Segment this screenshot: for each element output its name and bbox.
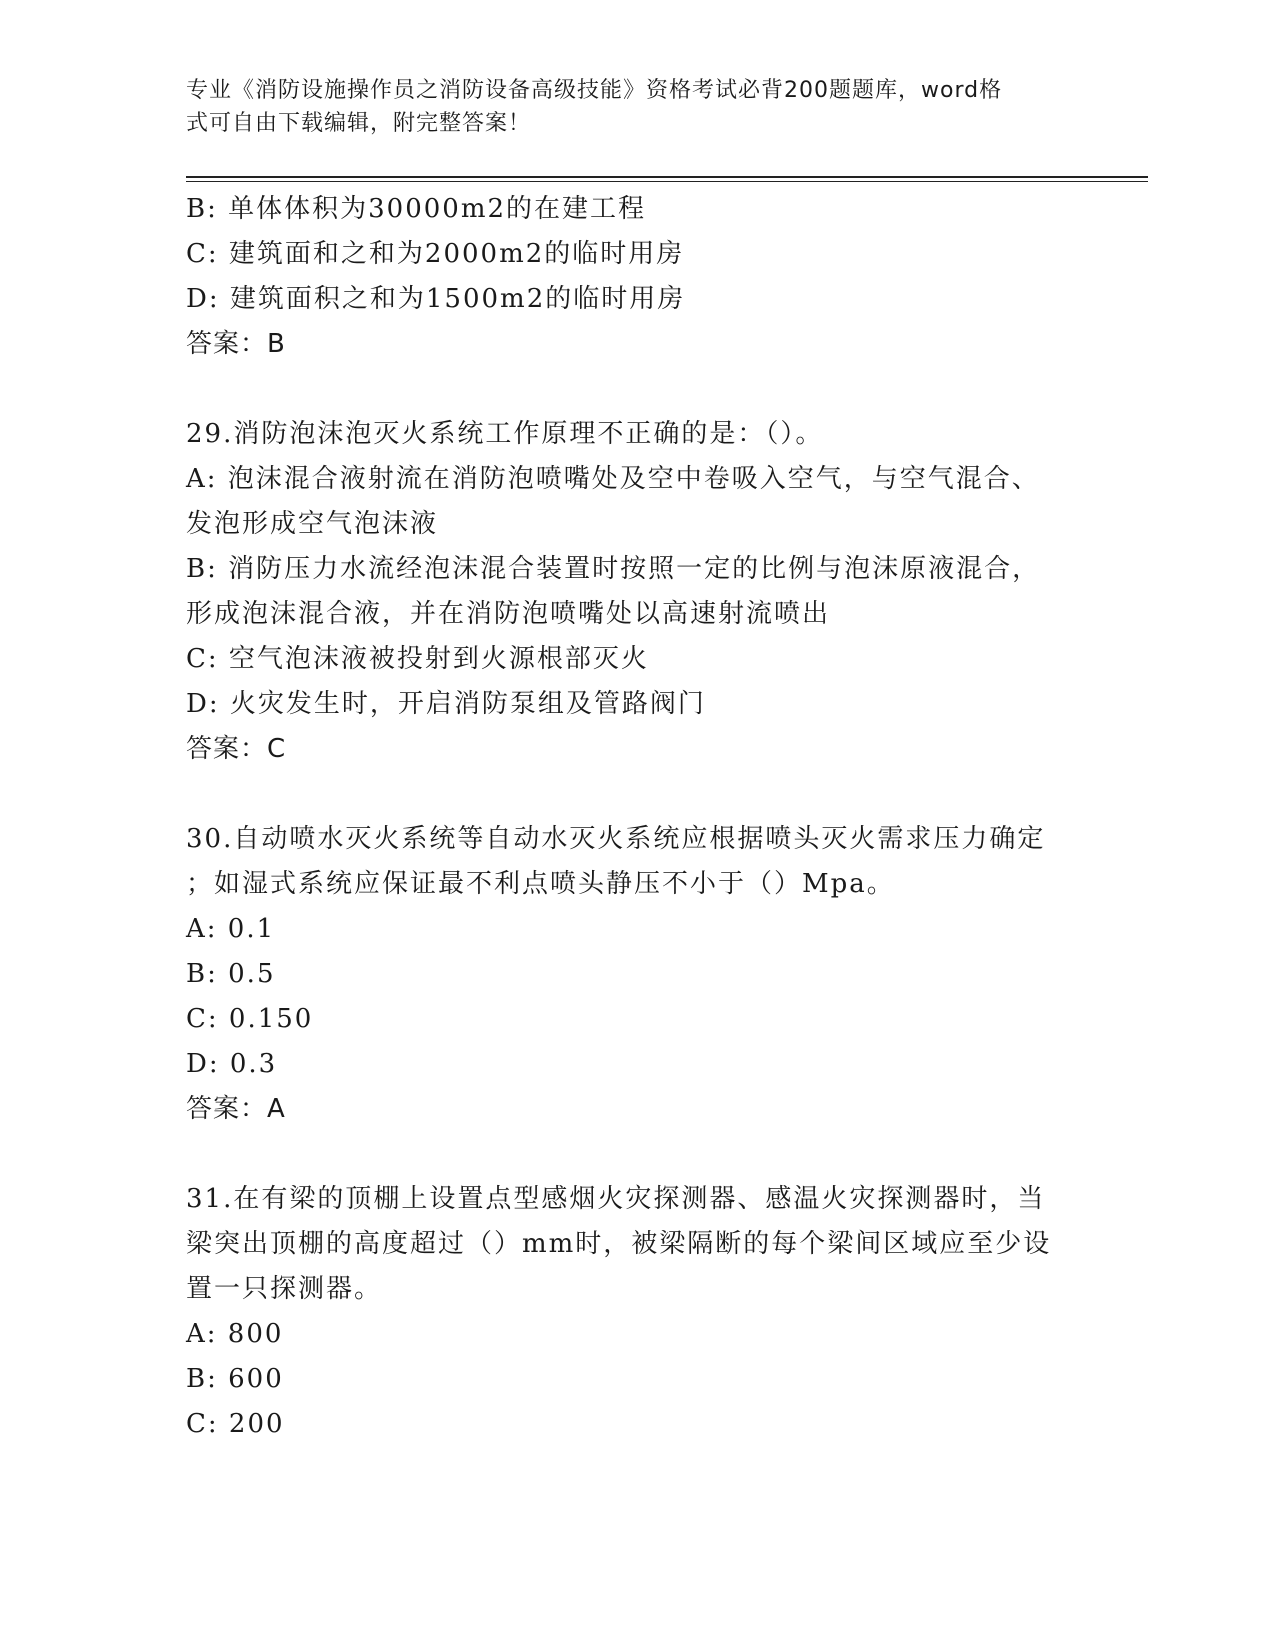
- option-b-continued: 形成泡沫混合液，并在消防泡喷嘴处以高速射流喷出: [186, 599, 831, 629]
- option-b: B: 单体体积为30000m2的在建工程: [186, 194, 647, 224]
- option-b: B: 0.5: [186, 959, 276, 989]
- spacer: [186, 367, 1066, 412]
- option-b: B: 消防压力水流经泡沫混合装置时按照一定的比例与泡沫原液混合，: [186, 554, 1041, 584]
- option-d: D: 火灾发生时，开启消防泵组及管路阀门: [186, 689, 706, 719]
- question-stem: 29.消防泡沫泡灭火系统工作原理不正确的是：（）。: [186, 419, 824, 449]
- question-28: [186, 187, 1066, 367]
- option-c: C: 200: [186, 1409, 285, 1439]
- spacer: [186, 772, 1066, 817]
- question-stem-continued: ；如湿式系统应保证最不利点喷头静压不小于（）Mpa。: [186, 869, 895, 899]
- option-d: D: 建筑面积之和为1500m2的临时用房: [186, 284, 686, 314]
- question-stem-continued: 梁突出顶棚的高度超过（）mm时，被梁隔断的每个梁间区域应至少设: [186, 1229, 1052, 1259]
- question-stem-continued: 置一只探测器。: [186, 1274, 383, 1304]
- answer-line: 答案：A: [186, 1094, 286, 1124]
- question-stem: 31.在有梁的顶棚上设置点型感烟火灾探测器、感温火灾探测器时，当: [186, 1184, 1046, 1214]
- header-divider: [186, 176, 1148, 182]
- option-d: D: 0.3: [186, 1049, 278, 1079]
- option-c: C: 建筑面和之和为2000m2的临时用房: [186, 239, 685, 269]
- header-line-2: 式可自由下载编辑，附完整答案！: [186, 111, 532, 136]
- document-body: [186, 187, 1066, 1447]
- question-31: [186, 1177, 1066, 1447]
- option-c: C: 0.150: [186, 1004, 314, 1034]
- answer-line: 答案：C: [186, 734, 287, 764]
- question-29: [186, 412, 1066, 772]
- spacer: [186, 1132, 1066, 1177]
- option-a: A: 800: [186, 1319, 284, 1349]
- option-c: C: 空气泡沫液被投射到火源根部灭火: [186, 644, 649, 674]
- question-stem: 30.自动喷水灭火系统等自动水灭火系统应根据喷头灭火需求压力确定: [186, 824, 1046, 854]
- option-b: B: 600: [186, 1364, 284, 1394]
- question-30: [186, 817, 1066, 1132]
- option-a: A: 0.1: [186, 914, 276, 944]
- document-header: [186, 74, 1066, 140]
- header-line-1: 专业《消防设施操作员之消防设备高级技能》资格考试必背200题题库，word格: [186, 78, 1003, 103]
- answer-line: 答案：B: [186, 329, 286, 359]
- option-a: A: 泡沫混合液射流在消防泡喷嘴处及空中卷吸入空气，与空气混合、: [186, 464, 1040, 494]
- option-a-continued: 发泡形成空气泡沫液: [186, 509, 439, 539]
